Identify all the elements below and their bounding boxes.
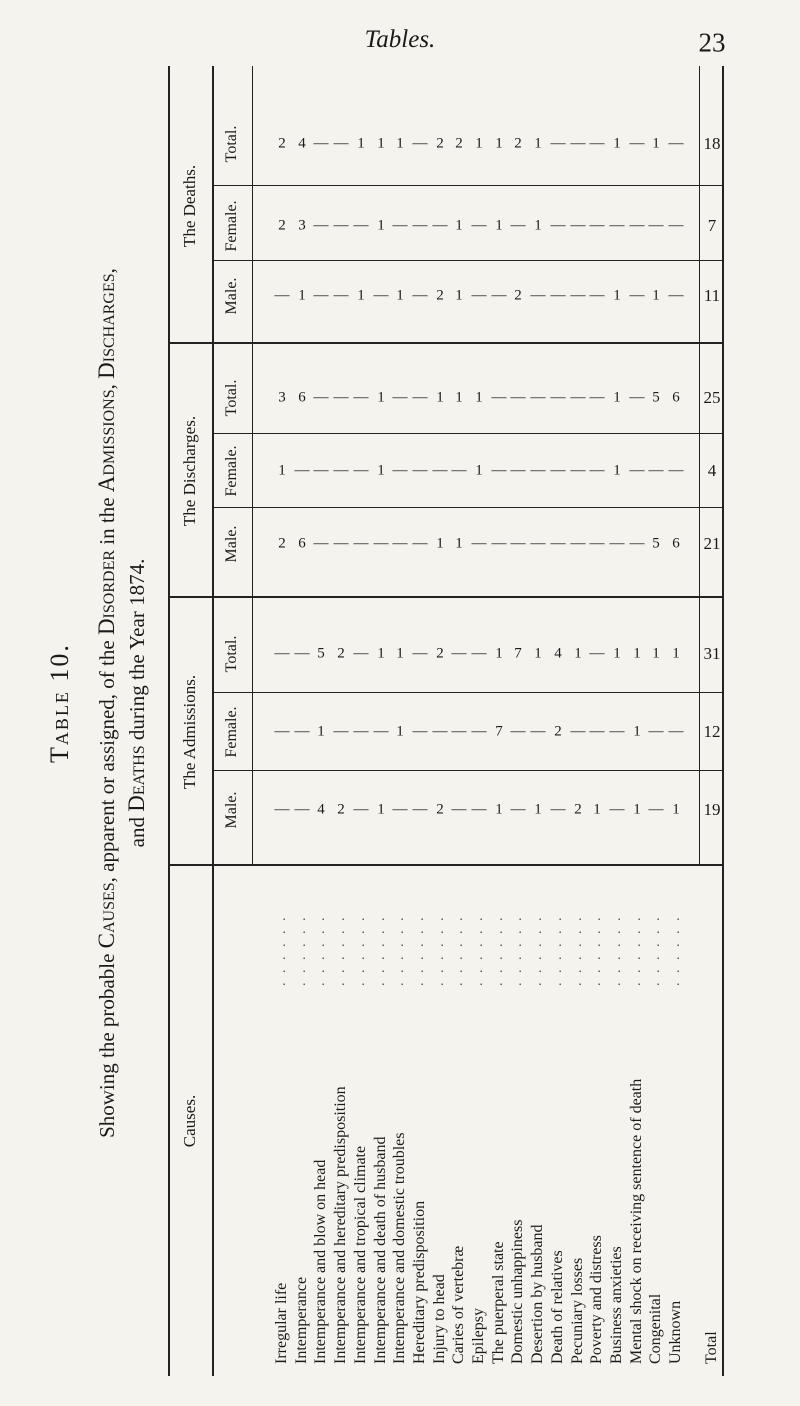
row-cause-label: Irregular life [273,1282,290,1364]
table-cell: — [333,723,349,740]
subheader-total: Total. [223,125,240,163]
row-cause-label: Domestic unhappiness [509,1219,527,1364]
table-cell: 2 [573,801,582,818]
table-cell: — [648,723,664,740]
row-cause-label: Hereditary predisposition [410,1200,428,1364]
table-cell: — [451,723,467,740]
subcolumn-divider [212,692,722,693]
table-cell: — [313,287,329,304]
leader-dots: . . . . . . [549,914,565,986]
row-cause-label: Intemperance and hereditary predisposition [332,1086,350,1364]
subcolumn-divider [212,507,722,508]
table-cell: — [333,389,349,406]
table-cell: — [412,389,428,406]
row-cause-label: Caries of vertebræ [450,1245,468,1364]
table-cell: 7 [494,723,503,740]
table-cell: — [313,135,329,152]
table-cell: 4 [297,135,306,152]
table-cell: — [668,287,684,304]
table-cell: — [570,535,585,552]
table-cell: 1 [376,801,385,818]
table-bottom-rule [722,66,724,1376]
table-cell: — [412,135,428,152]
table-cell: — [412,723,428,740]
table-cell: 1 [376,389,385,406]
table-cell: — [668,462,684,479]
table-cell: 1 [357,135,365,152]
table-cell: — [570,723,585,740]
table-cell: 6 [672,389,680,406]
table-cell: 1 [494,801,503,818]
table-cell: — [274,801,290,818]
subcolumn-divider [212,260,722,261]
table-cell: 5 [652,535,661,552]
table-cell: — [510,723,526,740]
row-cause-label: Death of relatives [548,1250,566,1364]
table-cell: — [392,389,408,406]
table-cell: 1 [494,645,503,662]
table-cell: 1 [534,217,542,234]
table-cell: 1 [435,535,444,552]
table-cell: — [392,217,408,234]
table-cell: — [353,535,369,552]
table-cell: — [510,389,526,406]
table-cell: 6 [297,389,306,406]
table-cell: — [333,462,349,479]
row-cause-label: Business anxieties [607,1246,625,1364]
table-cell: — [412,217,428,234]
table-cell: — [530,462,546,479]
table-caption-line-1 [94,268,120,1138]
table-cell: — [471,535,487,552]
table-cell: 1 [494,135,503,152]
caption-part: , [95,268,119,274]
table-cell: — [570,217,585,234]
table-cell: — [313,535,329,552]
table-cell: 5 [317,645,326,662]
leader-dots: . . . . . . [274,914,289,986]
table-cell: — [333,535,349,552]
table-cell: — [589,287,605,304]
table-cell: 6 [297,535,306,552]
table-cell: 1 [475,135,483,152]
leader-dots: . . . . . . [608,914,624,986]
leader-dots: . . . . . . [392,914,408,986]
table-cell: 1 [613,287,621,304]
table-cell: — [570,287,585,304]
table-cell: — [589,535,605,552]
table-cell: 1 [357,287,365,304]
leader-dots: . . . . . . [352,914,368,986]
table-cell: 1 [435,389,444,406]
table-cell: 1 [317,723,326,740]
table-cell: — [629,389,645,406]
totals-rule [699,66,700,866]
table-cell: 1 [534,645,542,662]
table-cell: 2 [435,135,444,152]
table-cell: — [491,389,507,406]
caption-part: , apparent or assigned, of the [95,635,119,883]
table-cell: — [510,462,526,479]
column-group-header: The Admissions. [180,674,199,790]
table-cell: — [451,462,467,479]
row-cause-label: Intemperance and death of husband [371,1136,389,1364]
leader-dots: . . . . . . [471,914,486,986]
table-cell: 1 [455,389,464,406]
table-cell: — [589,462,605,479]
table-cell: — [432,217,448,234]
table-cell: — [629,535,645,552]
column-group-header: The Deaths. [180,164,199,248]
row-cause-label: Intemperance and blow on head [312,1159,330,1364]
caption-part: Showing the probable [95,948,119,1138]
table-cell: — [333,135,349,152]
table-cell: — [392,462,408,479]
table-cell: 4 [317,801,326,818]
leader-dots: . . . . . . [668,914,683,986]
table-cell: — [570,389,585,406]
table-cell: 1 [455,287,464,304]
table-cell: — [373,535,388,552]
table-cell: 2 [455,135,464,152]
table-cell: 2 [554,723,562,740]
table-cell: — [313,389,329,406]
row-cause-label: Intemperance and tropical climate [351,1145,369,1364]
subheader-total: Total. [223,379,240,417]
table-cell: — [412,535,428,552]
table-cell: — [550,287,566,304]
table-cell: — [353,645,369,662]
table-cell: 1 [494,217,503,234]
table-cell: 1 [632,645,641,662]
table-cell: 1 [278,462,286,479]
table-cell: 2 [278,135,286,152]
table-cell: — [510,217,526,234]
table-cell: — [550,462,566,479]
table-cell: — [629,462,645,479]
subheader-rule [252,66,253,866]
table-cell: 1 [396,287,404,304]
caption-part: in the [95,492,119,550]
table-cell: — [373,723,388,740]
table-label: Table 10. [45,643,74,763]
table-cell: — [412,645,428,662]
table-cell: — [648,217,664,234]
row-cause-label: Desertion by husband [529,1224,547,1364]
row-cause-label: Epilepsy [470,1308,487,1364]
subheader-total: Total. [223,635,240,673]
table-cell: 7 [514,645,523,662]
totals-cell: 21 [703,534,721,553]
table-cell: — [412,287,428,304]
table-cell: — [550,217,566,234]
table-cell: 1 [672,645,680,662]
table-cell: 2 [514,135,523,152]
table-cell: — [274,645,290,662]
table-cell: 1 [297,287,306,304]
table-cell: — [432,462,448,479]
table-cell: 1 [376,462,385,479]
totals-cell: 18 [703,134,721,153]
leader-dots: . . . . . . [372,914,388,986]
leader-dots: . . . . . . [628,914,644,986]
table-cell: 1 [632,801,641,818]
table-cell: — [668,723,684,740]
table-cell: — [550,801,566,818]
leader-dots: . . . . . . [451,914,467,986]
table-cell: — [589,217,605,234]
table-cell: — [668,217,684,234]
table-cell: 1 [475,462,483,479]
totals-label: Total [703,1331,720,1364]
table-cell: 2 [278,217,286,234]
table-cell: — [570,462,585,479]
table-cell: — [510,535,526,552]
table-cell: — [609,217,625,234]
row-cause-label: Intemperance and domestic troubles [391,1132,409,1364]
table-cell: 1 [534,135,542,152]
table-cell: 1 [534,801,542,818]
table-cell: — [491,287,507,304]
subcolumn-divider [212,433,722,434]
table-subheader-rule [212,66,214,1376]
table-cell: 6 [672,535,680,552]
row-cause-label: Unknown [667,1300,684,1364]
caption-part: , [95,378,119,390]
table-cell: — [471,723,487,740]
table-cell: — [471,645,487,662]
totals-cell: 7 [707,216,717,235]
table-cell: 1 [396,723,404,740]
caption-part: Causes [94,882,119,949]
table-cell: 1 [652,287,661,304]
table-cell: — [491,462,507,479]
leader-dots: . . . . . . [648,914,664,986]
table-cell: 1 [632,723,641,740]
leader-dots: . . . . . . [510,914,526,986]
table-cell: 1 [613,135,621,152]
caption-part: Disorder [94,549,119,636]
table-cell: 1 [613,645,621,662]
column-group-header: Causes. [180,1094,199,1148]
table-cell: — [294,462,310,479]
leader-dots: . . . . . . [569,914,585,986]
row-cause-label: Congenital [647,1293,665,1364]
table-cell: — [530,389,546,406]
row-cause-label: Pecuniary losses [568,1257,586,1364]
table-cell: 2 [278,535,286,552]
table-cell: — [550,389,566,406]
caption-part: Deaths [124,745,149,812]
table-cell: 2 [435,287,444,304]
table-cell: 1 [652,645,661,662]
page-number: 23 [698,27,726,58]
caption-part: Admissions [94,389,119,493]
table-cell: — [333,287,349,304]
totals-cell: 25 [703,388,721,407]
table-cell: 1 [475,389,483,406]
table-cell: — [550,535,566,552]
table-cell: — [353,801,369,818]
table-cell: 2 [435,645,444,662]
table-cell: — [471,801,487,818]
table-cell: 1 [396,135,404,152]
table-cell: 1 [652,135,661,152]
table-cell: 1 [613,389,621,406]
subheader-female: Female. [223,445,240,497]
caption-part: Discharges [94,273,119,379]
running-header: Tables. [364,26,436,53]
table-cell: — [353,723,369,740]
subheader-female: Female. [223,706,240,758]
table-caption-line-2 [124,559,150,848]
leader-dots: . . . . . . [411,914,427,986]
table-cell: 1 [396,645,404,662]
table-cell: — [589,389,605,406]
totals-cell: 12 [703,722,721,741]
subheader-male: Male. [223,277,240,315]
table-cell: 1 [613,462,621,479]
leader-dots: . . . . . . [313,914,329,986]
table-cell: — [274,723,290,740]
row-cause-label: Intemperance [292,1276,310,1364]
table-cell: — [294,645,310,662]
table-cell: — [274,287,290,304]
table-cell: — [451,645,467,662]
leader-dots: . . . . . . [333,914,349,986]
table-cell: — [668,135,684,152]
table-cell: — [589,135,605,152]
leader-dots: . . . . . . [293,914,309,986]
table-cell: 1 [593,801,601,818]
leader-dots: . . . . . . [431,914,447,986]
table-cell: — [353,462,369,479]
table-cell: — [648,462,664,479]
table-cell: 5 [652,389,661,406]
subheader-male: Male. [223,791,240,829]
table-top-rule [168,66,170,1376]
table-cell: — [629,287,645,304]
table-cell: 2 [435,801,444,818]
row-cause-label: Mental shock on receiving sentence of death [627,1078,645,1364]
table-cell: — [392,801,408,818]
table-cell: 1 [672,801,680,818]
column-group-header: The Discharges. [180,415,199,527]
leader-dots: . . . . . . [490,914,506,986]
table-cell: 1 [455,535,464,552]
table-cell: — [609,723,625,740]
table-cell: — [294,801,310,818]
caption-part: and [125,811,149,848]
table-cell: — [353,217,369,234]
table-cell: 2 [337,801,345,818]
table-cell: 2 [514,287,523,304]
row-cause-label: The puerperal state [489,1241,507,1364]
caption-part: during the Year 1874. [125,558,149,746]
table-cell: — [609,535,625,552]
table-cell: — [629,135,645,152]
leader-dots: . . . . . . [530,914,546,986]
table-cell: 1 [573,645,582,662]
table-cell: — [451,801,467,818]
table-cell: 4 [554,645,562,662]
table-cell: — [412,462,428,479]
table-cell: 1 [376,135,385,152]
table-cell: — [510,801,526,818]
subcolumn-divider [212,185,722,186]
table-cell: — [471,217,487,234]
subcolumn-divider [212,770,722,771]
table-cell: — [589,645,605,662]
row-cause-label: Injury to head [430,1274,448,1364]
row-cause-label: Poverty and distress [588,1235,606,1364]
table-cell: — [432,723,448,740]
table-cell: 1 [376,645,385,662]
table-cell: — [629,217,645,234]
table-cell: — [294,723,310,740]
table-cell: — [589,723,605,740]
table-cell: — [392,535,408,552]
table-cell: — [609,801,625,818]
table-cell: — [648,801,664,818]
table-cell: — [550,135,566,152]
table-cell: 2 [337,645,345,662]
subheader-female: Female. [223,200,240,252]
table-cell: 3 [297,217,306,234]
table-cell: — [530,535,546,552]
table-cell: 1 [376,217,385,234]
table-cell: — [373,287,388,304]
table-cell: 3 [278,389,286,406]
table-cell: — [333,217,349,234]
table-cell: — [570,135,585,152]
table-cell: — [313,462,329,479]
leader-dots: . . . . . . [589,914,605,986]
subheader-male: Male. [223,525,240,563]
totals-cell: 4 [707,461,717,480]
table-cell: 1 [455,217,464,234]
totals-cell: 11 [703,286,721,305]
table-cell: — [471,287,487,304]
table-cell: — [353,389,369,406]
table-cell: — [530,287,546,304]
table-cell: — [530,723,546,740]
totals-cell: 31 [703,644,721,663]
totals-cell: 19 [703,800,721,819]
table-cell: — [313,217,329,234]
table-cell: — [412,801,428,818]
table-cell: — [491,535,507,552]
